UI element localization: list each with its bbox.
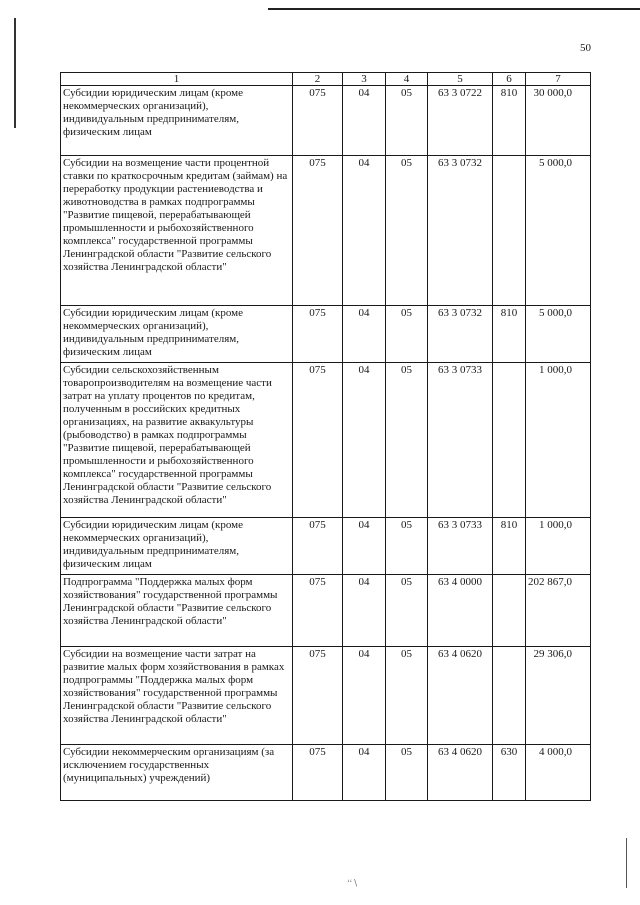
header-cell: 2 [293, 73, 343, 86]
row-ministry-code: 075 [293, 518, 343, 575]
row-amount: 4 000,0 [526, 745, 591, 801]
header-cell: 4 [386, 73, 428, 86]
row-expense-type [493, 156, 526, 306]
row-ministry-code: 075 [293, 86, 343, 156]
row-subsection-code: 05 [386, 156, 428, 306]
row-amount: 5 000,0 [526, 306, 591, 363]
row-description: Субсидии юридическим лицам (кроме некоммерческих организаций), индивидуальным предпринимателям, физическим лицам [61, 518, 293, 575]
row-amount: 1 000,0 [526, 363, 591, 518]
row-expense-type: 810 [493, 86, 526, 156]
row-section-code: 04 [343, 156, 386, 306]
table-row [61, 363, 591, 518]
row-expense-type [493, 575, 526, 647]
header-cell: 5 [428, 73, 493, 86]
row-description: Субсидии некоммерческим организациям (за исключением государственных (муниципальных) учреждений) [61, 745, 293, 801]
row-ministry-code: 075 [293, 745, 343, 801]
row-amount: 202 867,0 [526, 575, 591, 647]
row-expense-type: 810 [493, 306, 526, 363]
row-description: Субсидии юридическим лицам (кроме некоммерческих организаций), индивидуальным предпринимателям, физическим лицам [61, 86, 293, 156]
row-description: Субсидии сельскохозяйственным товаропроизводителям на возмещение части затрат на уплату процентов по кредитам, полученным в российских кредитных организациях, на развитие аквакультуры (рыбоводство) в рамках подпрограммы "Развитие пищевой, перерабатывающей промышленности и рыбохозяйственного комплекса" государственной программы Ленинградской области "Развитие сельского хозяйства Ленинградской области" [61, 363, 293, 518]
row-section-code: 04 [343, 306, 386, 363]
row-section-code: 04 [343, 745, 386, 801]
row-expense-type: 810 [493, 518, 526, 575]
row-section-code: 04 [343, 363, 386, 518]
row-ministry-code: 075 [293, 363, 343, 518]
table-row [61, 647, 591, 745]
scan-edge-top [268, 8, 640, 10]
row-amount: 5 000,0 [526, 156, 591, 306]
row-expense-type [493, 647, 526, 745]
header-cell: 3 [343, 73, 386, 86]
scan-edge-right [626, 838, 627, 888]
row-subsection-code: 05 [386, 518, 428, 575]
row-section-code: 04 [343, 647, 386, 745]
table-header-row [61, 73, 591, 86]
row-subsection-code: 05 [386, 363, 428, 518]
row-target-article: 63 3 0733 [428, 363, 493, 518]
budget-table [60, 72, 591, 801]
table-row [61, 306, 591, 363]
row-ministry-code: 075 [293, 156, 343, 306]
row-subsection-code: 05 [386, 575, 428, 647]
header-cell: 7 [526, 73, 591, 86]
scan-edge-left [14, 18, 16, 128]
row-section-code: 04 [343, 86, 386, 156]
row-target-article: 63 4 0620 [428, 745, 493, 801]
row-target-article: 63 3 0733 [428, 518, 493, 575]
row-ministry-code: 075 [293, 306, 343, 363]
row-subsection-code: 05 [386, 306, 428, 363]
scan-speck: ‘‘∖ [347, 878, 359, 888]
row-amount: 30 000,0 [526, 86, 591, 156]
row-subsection-code: 05 [386, 745, 428, 801]
header-cell: 6 [493, 73, 526, 86]
row-target-article: 63 3 0732 [428, 306, 493, 363]
row-amount: 29 306,0 [526, 647, 591, 745]
row-expense-type: 630 [493, 745, 526, 801]
row-target-article: 63 3 0732 [428, 156, 493, 306]
row-target-article: 63 4 0000 [428, 575, 493, 647]
row-ministry-code: 075 [293, 575, 343, 647]
row-description: Субсидии юридическим лицам (кроме некоммерческих организаций), индивидуальным предпринимателям, физическим лицам [61, 306, 293, 363]
header-cell: 1 [61, 73, 293, 86]
row-section-code: 04 [343, 518, 386, 575]
table-row [61, 518, 591, 575]
row-subsection-code: 05 [386, 86, 428, 156]
row-description: Субсидии на возмещение части процентной ставки по краткосрочным кредитам (займам) на переработку продукции растениеводства и животноводства в рамках подпрограммы "Развитие пищевой, перерабатывающей промышленности и рыбохозяйственного комплекса" государственной программы Ленинградской области "Развитие сельского хозяйства Ленинградской области" [61, 156, 293, 306]
row-amount: 1 000,0 [526, 518, 591, 575]
row-target-article: 63 3 0722 [428, 86, 493, 156]
table-row [61, 156, 591, 306]
table-row [61, 575, 591, 647]
table-row [61, 745, 591, 801]
row-expense-type [493, 363, 526, 518]
table-row [61, 86, 591, 156]
page-number: 50 [580, 42, 591, 54]
row-description: Подпрограмма "Поддержка малых форм хозяйствования" государственной программы Ленинградской области "Развитие сельского хозяйства Ленинградской области" [61, 575, 293, 647]
row-ministry-code: 075 [293, 647, 343, 745]
row-section-code: 04 [343, 575, 386, 647]
row-target-article: 63 4 0620 [428, 647, 493, 745]
row-description: Субсидии на возмещение части затрат на развитие малых форм хозяйствования в рамках подпрограммы "Поддержка малых форм хозяйствования" государственной программы Ленинградской области "Развитие сельского хозяйства Ленинградской области" [61, 647, 293, 745]
row-subsection-code: 05 [386, 647, 428, 745]
